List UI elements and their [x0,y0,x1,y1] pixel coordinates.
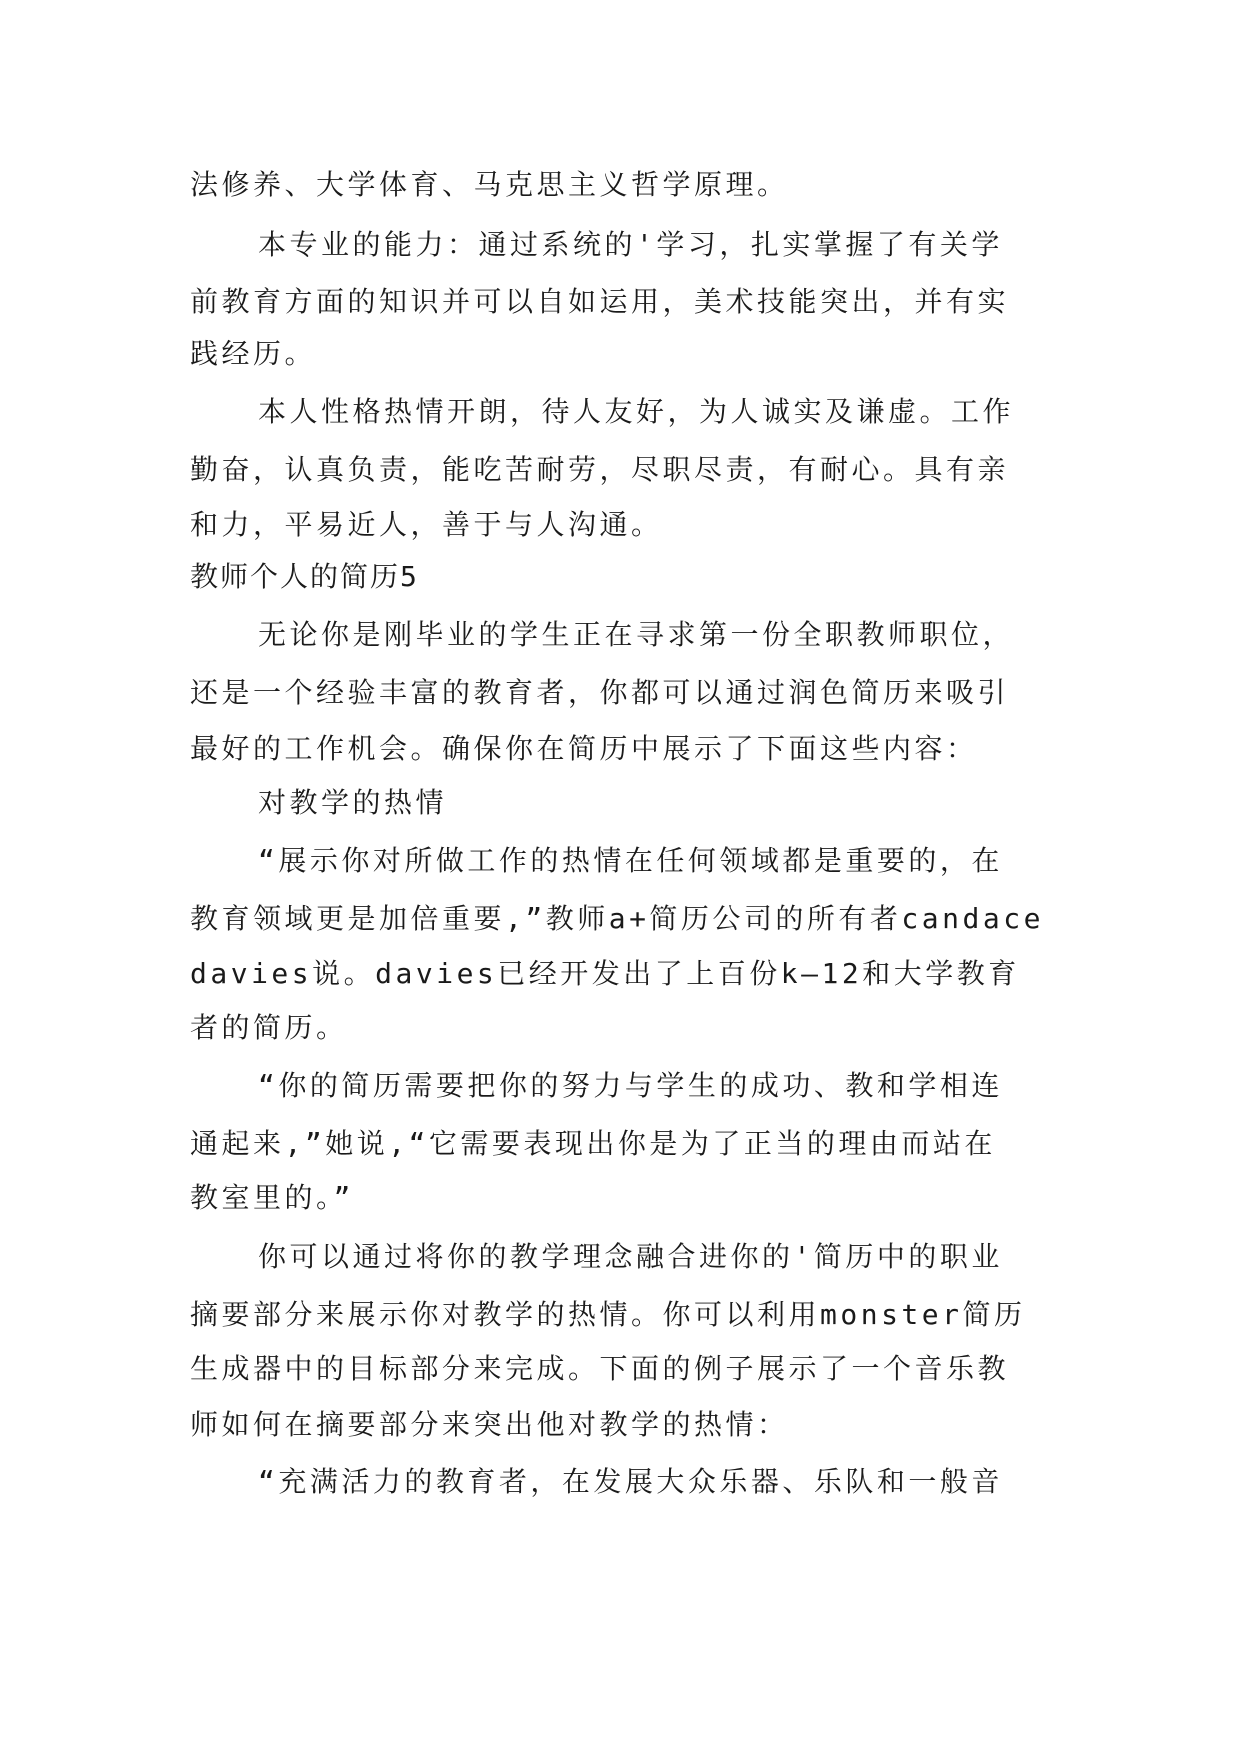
paragraph-line: davies说。davies已经开发出了上百份k—12和大学教育 [190,957,1020,990]
paragraph-line: 还是一个经验丰富的教育者，你都可以通过润色简历来吸引 [190,676,1010,709]
paragraph-line: 你可以通过将你的教学理念融合进你的'简历中的职业 [258,1240,1003,1273]
paragraph-line: 法修养、大学体育、马克思主义哲学原理。 [190,168,789,201]
paragraph-line: 本专业的能力：通过系统的'学习，扎实掌握了有关学 [258,228,1003,261]
paragraph-line: 最好的工作机会。确保你在简历中展示了下面这些内容： [190,732,978,765]
paragraph-line: 师如何在摘要部分来突出他对教学的热情： [190,1408,789,1441]
paragraph-line: “你的简历需要把你的努力与学生的成功、教和学相连 [258,1069,1003,1102]
subheading-line: 对教学的热情 [258,786,448,819]
paragraph-line: 本人性格热情开朗，待人友好，为人诚实及谦虚。工作 [258,395,1015,428]
paragraph-line: 摘要部分来展示你对教学的热情。你可以利用monster简历 [190,1298,1026,1331]
paragraph-line: 无论你是刚毕业的学生正在寻求第一份全职教师职位， [258,618,1015,651]
section-heading: 教师个人的简历5 [190,560,419,593]
paragraph-line: 教育领域更是加倍重要,”教师a+简历公司的所有者candace [190,902,1044,935]
paragraph-line: 生成器中的目标部分来完成。下面的例子展示了一个音乐教 [190,1352,1010,1385]
paragraph-line: 者的简历。 [190,1011,348,1044]
paragraph-line: 践经历。 [190,337,317,370]
paragraph-line: “充满活力的教育者，在发展大众乐器、乐队和一般音 [258,1465,1003,1498]
paragraph-line: 教室里的。” [190,1181,354,1214]
paragraph-line: 勤奋，认真负责，能吃苦耐劳，尽职尽责，有耐心。具有亲 [190,453,1010,486]
paragraph-line: “展示你对所做工作的热情在任何领域都是重要的，在 [258,844,1003,877]
paragraph-line: 前教育方面的知识并可以自如运用，美术技能突出，并有实 [190,285,1010,318]
paragraph-line: 通起来,”她说,“它需要表现出你是为了正当的理由而站在 [190,1127,996,1160]
paragraph-line: 和力，平易近人，善于与人沟通。 [190,508,663,541]
